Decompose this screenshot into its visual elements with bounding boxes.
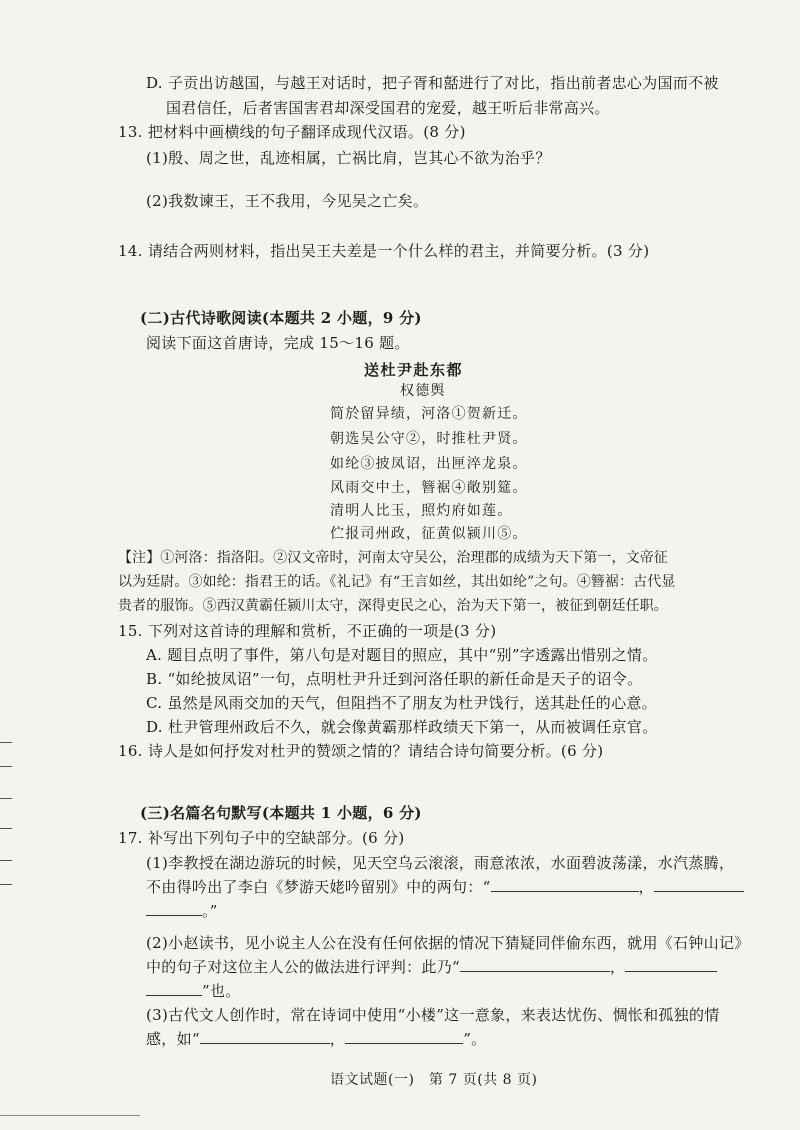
q17-part2-blank-2b[interactable] xyxy=(146,981,202,996)
q17-part2-line3 xyxy=(146,981,241,1001)
q17-part1-blank-1[interactable] xyxy=(491,877,639,892)
q15-stem: 15. 下列对这首诗的理解和赏析，不正确的一项是(3 分) xyxy=(118,622,497,640)
margin-mark xyxy=(0,884,12,885)
q17-part2-comma: ， xyxy=(609,958,626,976)
poem-title: 送杜尹赴东都 xyxy=(364,361,464,379)
q16-stem: 16. 诗人是如何抒发对杜尹的赞颂之情的？请结合诗句简要分析。(6 分) xyxy=(118,742,604,760)
poem-author: 权德舆 xyxy=(400,383,446,399)
q15-option-b: B. “如纶披凤诏”一句，点明杜尹升迁到河洛任职的新任命是天子的诏令。 xyxy=(146,670,643,688)
q14-stem: 14. 请结合两则材料，指出吴王夫差是一个什么样的君主，并简要分析。(3 分) xyxy=(118,242,650,260)
q17-part1-blank-2a[interactable] xyxy=(654,877,744,892)
poem-line-5: 清明人比玉，照灼府如莲。 xyxy=(330,503,513,519)
section-2-intro: 阅读下面这首唐诗，完成 15～16 题。 xyxy=(146,334,410,352)
poem-note-line-3: 贵者的服饰。⑤西汉黄霸任颍川太守，深得吏民之心，治为天下第一，被征到朝廷任职。 xyxy=(118,598,668,614)
section-2-heading: (二)古代诗歌阅读(本题共 2 小题，9 分) xyxy=(140,309,422,327)
poem-line-6: 伫报司州政，征黄似颍川⑤。 xyxy=(330,526,528,542)
q15-option-a: A. 题目点明了事件，第八句是对题目的照应，其中“别”字透露出惜别之情。 xyxy=(146,646,658,664)
margin-mark xyxy=(0,798,12,799)
q17-part3-blank-1[interactable] xyxy=(200,1029,330,1044)
q17-stem: 17. 补写出下列句子中的空缺部分。(6 分) xyxy=(118,829,405,847)
poem-note-line-2: 以为廷尉。③如纶：指君王的话。《礼记》有“王言如丝，其出如纶”之句。④簪裾：古代显 xyxy=(118,574,676,590)
margin-mark xyxy=(0,860,12,861)
q17-part3-line2 xyxy=(146,1029,486,1049)
q17-part1-prompt: 不由得吟出了李白《梦游天姥吟留别》中的两句：“ xyxy=(146,878,491,896)
q13-stem: 13. 把材料中画横线的句子翻译成现代汉语。(8 分) xyxy=(118,123,466,141)
section-3-heading: (三)名篇名句默写(本题共 1 小题，6 分) xyxy=(140,804,422,822)
q17-part1-line2 xyxy=(146,877,744,897)
q17-part3-prompt: 感，如“ xyxy=(146,1030,200,1048)
q15-option-d: D. 杜尹管理州政后不久，就会像黄霸那样政绩天下第一，从而被调任京官。 xyxy=(146,718,658,736)
q17-part2-blank-1[interactable] xyxy=(460,957,610,972)
poem-line-3: 如纶③披凤诏，出匣淬龙泉。 xyxy=(330,456,528,472)
poem-line-2: 朝选吴公守②，时推杜尹贤。 xyxy=(330,431,528,447)
q17-part3-blank-2[interactable] xyxy=(345,1029,463,1044)
q17-part2-end: ”也。 xyxy=(202,982,241,1000)
q17-part1-end: 。” xyxy=(202,902,218,920)
q17-part1-line1: (1)李教授在湖边游玩的时候，见天空乌云滚滚，雨意浓浓，水面碧波荡漾，水汽蒸腾， xyxy=(146,854,735,872)
q12-option-d-line1: D. 子贡出访越国，与越王对话时，把子胥和嚭进行了对比，指出前者忠心为国而不被 xyxy=(146,74,719,92)
margin-mark xyxy=(0,742,12,743)
q17-part3-comma: ， xyxy=(329,1030,346,1048)
margin-mark xyxy=(0,766,12,767)
q17-part1-line3 xyxy=(146,901,218,921)
margin-mark xyxy=(0,828,12,829)
poem-line-1: 简於留异绩，河洛①贺新迁。 xyxy=(330,406,528,422)
q17-part2-blank-2a[interactable] xyxy=(625,957,717,972)
poem-note-line-1: 【注】①河洛：指洛阳。②汉文帝时，河南太守吴公，治理郡的成绩为天下第一，文帝征 xyxy=(118,550,668,566)
q13-sentence-2: (2)我数谏王，王不我用，今见吴之亡矣。 xyxy=(146,192,429,210)
q15-option-c: C. 虽然是风雨交加的天气，但阻挡不了朋友为杜尹饯行，送其赴任的心意。 xyxy=(146,694,657,712)
q13-sentence-1: (1)殷、周之世，乱迹相属，亡祸比肩，岂其心不欲为治乎？ xyxy=(146,149,551,167)
page-footer: 语文试题(一) 第 7 页(共 8 页) xyxy=(330,1072,538,1088)
q12-option-d-line2: 国君信任，后者害国害君却深受国君的宠爱，越王听后非常高兴。 xyxy=(166,99,610,117)
q17-part3-end: ”。 xyxy=(463,1030,487,1048)
q17-part2-line2 xyxy=(146,957,717,977)
scan-edge-line xyxy=(0,1115,140,1116)
q17-part3-line1: (3)古代文人创作时，常在诗词中使用“小楼”这一意象，来表达忧伤、惆怅和孤独的情 xyxy=(146,1006,720,1024)
q17-part1-blank-2b[interactable] xyxy=(146,901,202,916)
q17-part2-line1: (2)小赵读书，见小说主人公在没有任何依据的情况下猜疑同伴偷东西，就用《石钟山记》 xyxy=(146,934,750,952)
poem-line-4: 风雨交中土，簪裾④敞别筵。 xyxy=(330,480,528,496)
q17-part2-prompt: 中的句子对这位主人公的做法进行评判：此乃“ xyxy=(146,958,460,976)
q17-part1-comma: ， xyxy=(638,878,654,896)
